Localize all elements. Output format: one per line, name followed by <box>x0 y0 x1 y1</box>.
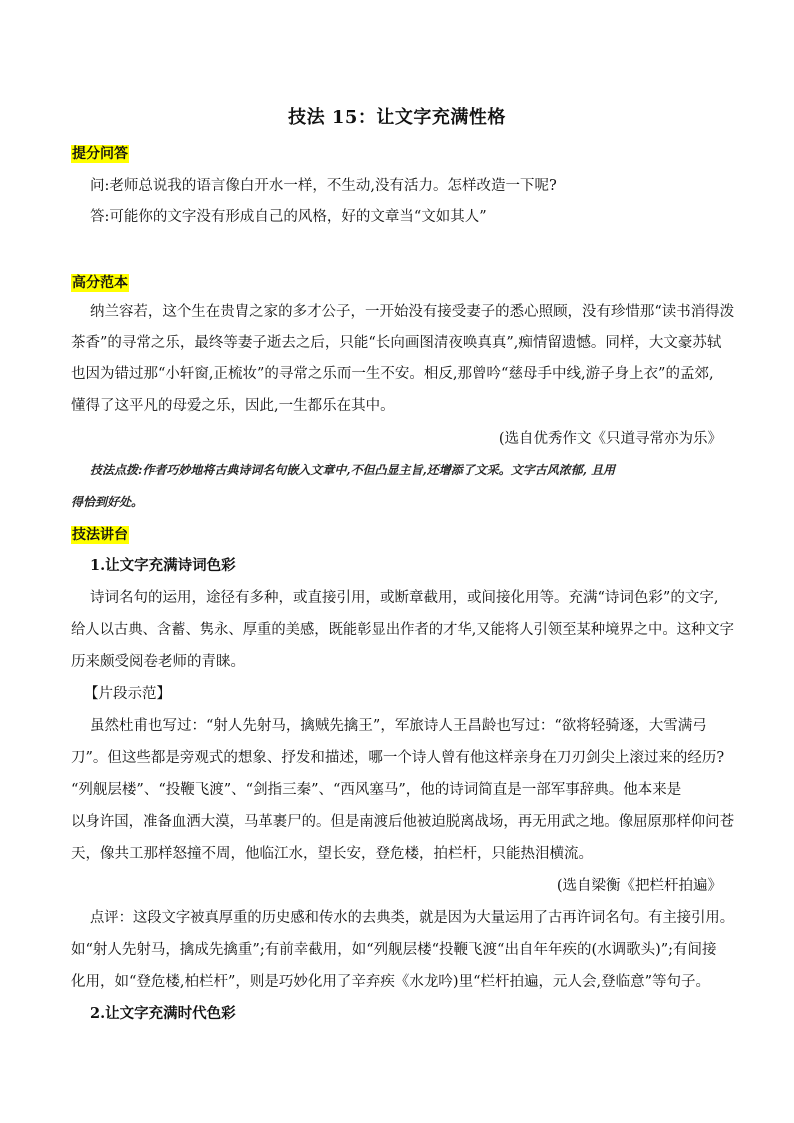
sample-line-4: 以身许国，准备血洒大漠，马革裹尸的。但是南渡后他被迫脱离战场，再无用武之地。像屈原那样仰问苍 <box>71 814 734 830</box>
sample-line-3: “列舰层楼”、“投鞭飞渡”、“剑指三秦”、“西风塞马”，他的诗词简直是一部军事辞典。他本来是 <box>71 782 682 798</box>
model-line-3: 也因为错过那“小轩窗,正梳妆”的寻常之乐而一生不安。相反,那曾吟“慈母手中线,游子身上衣”的孟郊, <box>71 366 714 382</box>
qa-question: 问:老师总说我的语言像白开水一样，不生动,没有活力。怎样改造一下呢? <box>90 178 557 194</box>
sample-line-5: 天，像共工那样怒撞不周，他临江水，望长安，登危楼，拍栏杆，只能热泪横流。 <box>71 846 593 862</box>
para1-line-2: 给人以古典、含蓄、隽永、厚重的美感，既能彰显出作者的才华,又能将人引领至某种境界之中。这种文字 <box>71 622 734 638</box>
section-label-qa: 提分问答 <box>72 146 128 162</box>
sample-line-1: 虽然杜甫也写过：“射人先射马，擒贼先擒王”，军旅诗人王昌龄也写过：“欲将轻骑逐，大雪满弓 <box>90 718 707 734</box>
sample-source: (选自梁衡《把栏杆拍遍》 <box>556 878 722 894</box>
model-source: (选自优秀作文《只道寻常亦为乐》 <box>498 431 722 447</box>
model-line-2: 茶香”的寻常之乐，最终等妻子逝去之后，只能“长向画图清夜唤真真”,痴情留遗憾。同样，大文豪苏轼 <box>71 335 722 351</box>
page-title: 技法 15：让文字充满性格 <box>288 107 506 128</box>
qa-answer: 答:可能你的文字没有形成自己的风格，好的文章当“文如其人” <box>90 209 487 225</box>
para1-line-3: 历来颇受阅卷老师的青睐。 <box>71 654 245 670</box>
model-commentary-2: 得恰到好处。 <box>71 495 144 509</box>
subheading-2: 2.让文字充满时代色彩 <box>90 1005 236 1022</box>
para1-line-1: 诗词名句的运用，途径有多种，或直接引用，或断章截用，或间接化用等。充满“诗词色彩”的文字, <box>90 590 719 606</box>
model-line-4: 懂得了这平凡的母爱之乐，因此,一生都乐在其中。 <box>71 398 395 414</box>
review-line-3: 化用，如“登危楼,柏栏杆”，则是巧妙化用了辛弃疾《水龙吟)里“栏杆拍遍，元人会,登临意”等句子。 <box>71 974 711 990</box>
model-line-1: 纳兰容若，这个生在贵胄之家的多才公子，一开始没有接受妻子的悉心照顾，没有珍惜那“读书消得泼 <box>90 304 735 320</box>
review-line-1: 点评：这段文字被真厚重的历史感和传水的去典类，就是因为大量运用了古再许词名句。有主接引用。 <box>90 910 735 926</box>
section-label-lecture: 技法讲台 <box>72 527 128 543</box>
sample-label: 【片段示范】 <box>84 686 171 702</box>
model-commentary-1: 技法点拨:作者巧妙地将古典诗词名句嵌入文章中,不但凸显主旨,还增添了文采。文字古风浓郁, 且用 <box>90 463 616 477</box>
review-line-2: 如“射人先射马，擒成先擒重”;有前幸截用，如“列舰层楼“投鞭飞渡“出自年年疾的(水调歌头)”;有间接 <box>71 942 717 958</box>
sample-line-2: 刀”。但这些都是旁观式的想象、抒发和描述，哪一个诗人曾有他这样亲身在刀刃剑尖上滚过来的经历? <box>71 750 725 766</box>
section-label-model: 高分范本 <box>72 275 128 291</box>
subheading-1: 1.让文字充满诗词色彩 <box>90 557 236 574</box>
